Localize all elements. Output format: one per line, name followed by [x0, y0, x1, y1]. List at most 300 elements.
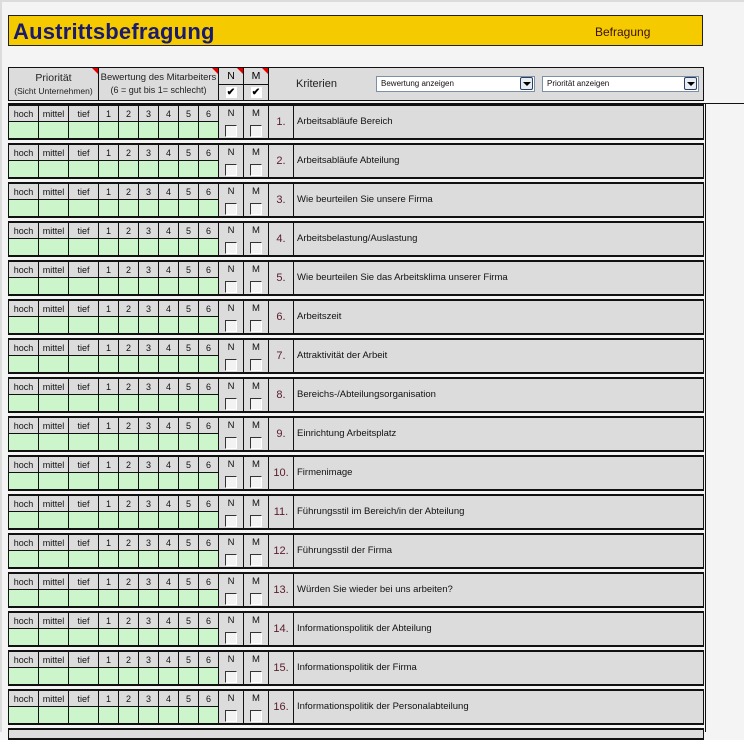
- rating-2-cell[interactable]: [119, 613, 139, 645]
- input-cell[interactable]: [199, 200, 218, 216]
- rating-6-cell[interactable]: [199, 145, 219, 177]
- rating-1-cell[interactable]: [99, 457, 119, 489]
- prio-mittel-cell[interactable]: [39, 340, 69, 372]
- input-cell[interactable]: [39, 356, 68, 372]
- rating-2-cell[interactable]: [119, 496, 139, 528]
- rating-6-cell[interactable]: [199, 223, 219, 255]
- input-cell[interactable]: [139, 278, 158, 294]
- input-cell[interactable]: [179, 161, 198, 177]
- rating-5-cell[interactable]: [179, 262, 199, 294]
- comment-indicator-icon[interactable]: [212, 68, 218, 74]
- input-cell[interactable]: [179, 629, 198, 645]
- input-cell[interactable]: [99, 356, 118, 372]
- input-cell[interactable]: [159, 395, 178, 411]
- input-cell[interactable]: [39, 434, 68, 450]
- rating-3-cell[interactable]: [139, 457, 159, 489]
- rating-6-cell[interactable]: [199, 496, 219, 528]
- rating-2-cell[interactable]: [119, 145, 139, 177]
- input-cell[interactable]: [119, 395, 138, 411]
- prio-hoch-cell[interactable]: [9, 106, 39, 138]
- rating-5-cell[interactable]: [179, 379, 199, 411]
- prio-tief-cell[interactable]: [69, 106, 99, 138]
- rating-6-cell[interactable]: [199, 106, 219, 138]
- prio-hoch-cell[interactable]: [9, 262, 39, 294]
- input-cell[interactable]: [119, 122, 138, 138]
- input-cell[interactable]: [159, 161, 178, 177]
- input-cell[interactable]: [119, 551, 138, 567]
- input-cell[interactable]: [179, 590, 198, 606]
- input-cell[interactable]: [39, 590, 68, 606]
- input-cell[interactable]: [159, 473, 178, 489]
- input-cell[interactable]: [119, 512, 138, 528]
- input-cell[interactable]: [69, 551, 98, 567]
- input-cell[interactable]: [159, 707, 178, 723]
- m-checkbox[interactable]: [250, 203, 262, 215]
- prio-mittel-cell[interactable]: [39, 379, 69, 411]
- rating-2-cell[interactable]: [119, 340, 139, 372]
- input-cell[interactable]: [9, 395, 38, 411]
- chevron-down-icon[interactable]: [520, 77, 533, 90]
- input-cell[interactable]: [159, 434, 178, 450]
- m-checkbox[interactable]: [250, 515, 262, 527]
- rating-3-cell[interactable]: [139, 574, 159, 606]
- m-all-checkbox[interactable]: ✔: [251, 87, 261, 98]
- rating-2-cell[interactable]: [119, 691, 139, 723]
- input-cell[interactable]: [69, 317, 98, 333]
- prio-hoch-cell[interactable]: [9, 691, 39, 723]
- rating-1-cell[interactable]: [99, 301, 119, 333]
- m-checkbox[interactable]: [250, 125, 262, 137]
- input-cell[interactable]: [139, 473, 158, 489]
- input-cell[interactable]: [179, 473, 198, 489]
- prio-hoch-cell[interactable]: [9, 145, 39, 177]
- rating-4-cell[interactable]: [159, 223, 179, 255]
- input-cell[interactable]: [9, 434, 38, 450]
- input-cell[interactable]: [99, 668, 118, 684]
- m-checkbox[interactable]: [250, 554, 262, 566]
- input-cell[interactable]: [119, 473, 138, 489]
- rating-5-cell[interactable]: [179, 496, 199, 528]
- prio-mittel-cell[interactable]: [39, 535, 69, 567]
- rating-6-cell[interactable]: [199, 184, 219, 216]
- m-checkbox[interactable]: [250, 671, 262, 683]
- n-checkbox[interactable]: [225, 437, 237, 449]
- input-cell[interactable]: [179, 200, 198, 216]
- prio-hoch-cell[interactable]: [9, 457, 39, 489]
- rating-1-cell[interactable]: [99, 340, 119, 372]
- input-cell[interactable]: [99, 200, 118, 216]
- input-cell[interactable]: [119, 668, 138, 684]
- input-cell[interactable]: [119, 590, 138, 606]
- input-cell[interactable]: [159, 512, 178, 528]
- input-cell[interactable]: [69, 512, 98, 528]
- n-all-checkbox[interactable]: ✔: [226, 87, 236, 98]
- input-cell[interactable]: [159, 356, 178, 372]
- m-checkbox[interactable]: [250, 710, 262, 722]
- n-checkbox[interactable]: [225, 398, 237, 410]
- rating-2-cell[interactable]: [119, 301, 139, 333]
- rating-4-cell[interactable]: [159, 106, 179, 138]
- prio-mittel-cell[interactable]: [39, 106, 69, 138]
- rating-2-cell[interactable]: [119, 184, 139, 216]
- input-cell[interactable]: [69, 161, 98, 177]
- input-cell[interactable]: [99, 161, 118, 177]
- rating-1-cell[interactable]: [99, 262, 119, 294]
- rating-5-cell[interactable]: [179, 652, 199, 684]
- input-cell[interactable]: [69, 473, 98, 489]
- rating-1-cell[interactable]: [99, 184, 119, 216]
- prio-tief-cell[interactable]: [69, 145, 99, 177]
- rating-4-cell[interactable]: [159, 652, 179, 684]
- rating-6-cell[interactable]: [199, 340, 219, 372]
- rating-3-cell[interactable]: [139, 418, 159, 450]
- rating-5-cell[interactable]: [179, 691, 199, 723]
- input-cell[interactable]: [199, 317, 218, 333]
- rating-6-cell[interactable]: [199, 457, 219, 489]
- m-checkbox[interactable]: [250, 164, 262, 176]
- n-checkbox[interactable]: [225, 554, 237, 566]
- input-cell[interactable]: [69, 707, 98, 723]
- input-cell[interactable]: [69, 668, 98, 684]
- input-cell[interactable]: [139, 200, 158, 216]
- input-cell[interactable]: [119, 707, 138, 723]
- input-cell[interactable]: [119, 278, 138, 294]
- input-cell[interactable]: [179, 434, 198, 450]
- input-cell[interactable]: [199, 590, 218, 606]
- m-checkbox[interactable]: [250, 437, 262, 449]
- input-cell[interactable]: [69, 200, 98, 216]
- comment-indicator-icon[interactable]: [262, 68, 268, 74]
- input-cell[interactable]: [9, 551, 38, 567]
- prio-mittel-cell[interactable]: [39, 691, 69, 723]
- input-cell[interactable]: [119, 317, 138, 333]
- rating-1-cell[interactable]: [99, 691, 119, 723]
- input-cell[interactable]: [99, 434, 118, 450]
- input-cell[interactable]: [9, 512, 38, 528]
- prio-tief-cell[interactable]: [69, 184, 99, 216]
- n-checkbox[interactable]: [225, 164, 237, 176]
- rating-5-cell[interactable]: [179, 613, 199, 645]
- rating-1-cell[interactable]: [99, 613, 119, 645]
- rating-4-cell[interactable]: [159, 496, 179, 528]
- prio-hoch-cell[interactable]: [9, 340, 39, 372]
- prio-tief-cell[interactable]: [69, 418, 99, 450]
- input-cell[interactable]: [39, 239, 68, 255]
- prio-tief-cell[interactable]: [69, 496, 99, 528]
- rating-6-cell[interactable]: [199, 691, 219, 723]
- n-checkbox[interactable]: [225, 710, 237, 722]
- rating-3-cell[interactable]: [139, 340, 159, 372]
- rating-1-cell[interactable]: [99, 145, 119, 177]
- input-cell[interactable]: [119, 629, 138, 645]
- prio-tief-cell[interactable]: [69, 613, 99, 645]
- rating-5-cell[interactable]: [179, 145, 199, 177]
- input-cell[interactable]: [99, 707, 118, 723]
- rating-2-cell[interactable]: [119, 262, 139, 294]
- input-cell[interactable]: [199, 629, 218, 645]
- input-cell[interactable]: [119, 200, 138, 216]
- n-checkbox[interactable]: [225, 671, 237, 683]
- input-cell[interactable]: [9, 668, 38, 684]
- input-cell[interactable]: [159, 278, 178, 294]
- rating-1-cell[interactable]: [99, 652, 119, 684]
- input-cell[interactable]: [139, 434, 158, 450]
- input-cell[interactable]: [159, 551, 178, 567]
- input-cell[interactable]: [179, 317, 198, 333]
- input-cell[interactable]: [139, 122, 158, 138]
- input-cell[interactable]: [199, 707, 218, 723]
- rating-1-cell[interactable]: [99, 418, 119, 450]
- input-cell[interactable]: [9, 122, 38, 138]
- input-cell[interactable]: [179, 356, 198, 372]
- input-cell[interactable]: [99, 629, 118, 645]
- rating-3-cell[interactable]: [139, 496, 159, 528]
- input-cell[interactable]: [99, 317, 118, 333]
- input-cell[interactable]: [9, 590, 38, 606]
- rating-4-cell[interactable]: [159, 379, 179, 411]
- rating-3-cell[interactable]: [139, 652, 159, 684]
- prio-tief-cell[interactable]: [69, 652, 99, 684]
- input-cell[interactable]: [179, 395, 198, 411]
- rating-3-cell[interactable]: [139, 145, 159, 177]
- rating-6-cell[interactable]: [199, 418, 219, 450]
- input-cell[interactable]: [69, 239, 98, 255]
- input-cell[interactable]: [9, 317, 38, 333]
- rating-3-cell[interactable]: [139, 106, 159, 138]
- prio-mittel-cell[interactable]: [39, 145, 69, 177]
- rating-4-cell[interactable]: [159, 691, 179, 723]
- input-cell[interactable]: [179, 668, 198, 684]
- rating-2-cell[interactable]: [119, 223, 139, 255]
- input-cell[interactable]: [99, 551, 118, 567]
- rating-5-cell[interactable]: [179, 418, 199, 450]
- m-checkbox[interactable]: [250, 359, 262, 371]
- input-cell[interactable]: [139, 512, 158, 528]
- rating-6-cell[interactable]: [199, 574, 219, 606]
- input-cell[interactable]: [99, 590, 118, 606]
- input-cell[interactable]: [99, 395, 118, 411]
- input-cell[interactable]: [99, 512, 118, 528]
- prio-hoch-cell[interactable]: [9, 535, 39, 567]
- prio-tief-cell[interactable]: [69, 691, 99, 723]
- input-cell[interactable]: [199, 395, 218, 411]
- n-checkbox[interactable]: [225, 632, 237, 644]
- prio-hoch-cell[interactable]: [9, 379, 39, 411]
- input-cell[interactable]: [9, 278, 38, 294]
- input-cell[interactable]: [39, 395, 68, 411]
- input-cell[interactable]: [139, 161, 158, 177]
- input-cell[interactable]: [9, 629, 38, 645]
- input-cell[interactable]: [199, 668, 218, 684]
- input-cell[interactable]: [199, 434, 218, 450]
- input-cell[interactable]: [139, 551, 158, 567]
- rating-6-cell[interactable]: [199, 535, 219, 567]
- rating-4-cell[interactable]: [159, 262, 179, 294]
- input-cell[interactable]: [99, 122, 118, 138]
- prio-tief-cell[interactable]: [69, 223, 99, 255]
- input-cell[interactable]: [199, 122, 218, 138]
- rating-5-cell[interactable]: [179, 457, 199, 489]
- input-cell[interactable]: [159, 668, 178, 684]
- input-cell[interactable]: [139, 707, 158, 723]
- prio-mittel-cell[interactable]: [39, 652, 69, 684]
- input-cell[interactable]: [69, 434, 98, 450]
- m-checkbox[interactable]: [250, 242, 262, 254]
- m-checkbox[interactable]: [250, 281, 262, 293]
- input-cell[interactable]: [69, 395, 98, 411]
- input-cell[interactable]: [39, 512, 68, 528]
- input-cell[interactable]: [9, 200, 38, 216]
- rating-5-cell[interactable]: [179, 574, 199, 606]
- rating-5-cell[interactable]: [179, 184, 199, 216]
- prioritaet-dropdown[interactable]: [542, 76, 699, 92]
- input-cell[interactable]: [9, 707, 38, 723]
- prio-hoch-cell[interactable]: [9, 418, 39, 450]
- rating-3-cell[interactable]: [139, 613, 159, 645]
- rating-1-cell[interactable]: [99, 496, 119, 528]
- input-cell[interactable]: [39, 551, 68, 567]
- rating-3-cell[interactable]: [139, 691, 159, 723]
- input-cell[interactable]: [139, 239, 158, 255]
- n-checkbox[interactable]: [225, 242, 237, 254]
- n-checkbox[interactable]: [225, 476, 237, 488]
- comment-indicator-icon[interactable]: [237, 68, 243, 74]
- rating-3-cell[interactable]: [139, 223, 159, 255]
- prio-tief-cell[interactable]: [69, 457, 99, 489]
- input-cell[interactable]: [119, 434, 138, 450]
- input-cell[interactable]: [39, 473, 68, 489]
- input-cell[interactable]: [159, 200, 178, 216]
- input-cell[interactable]: [179, 239, 198, 255]
- input-cell[interactable]: [9, 161, 38, 177]
- input-cell[interactable]: [179, 512, 198, 528]
- rating-4-cell[interactable]: [159, 574, 179, 606]
- input-cell[interactable]: [39, 200, 68, 216]
- n-checkbox[interactable]: [225, 515, 237, 527]
- prio-mittel-cell[interactable]: [39, 496, 69, 528]
- m-checkbox[interactable]: [250, 398, 262, 410]
- prio-mittel-cell[interactable]: [39, 301, 69, 333]
- rating-1-cell[interactable]: [99, 535, 119, 567]
- input-cell[interactable]: [139, 395, 158, 411]
- input-cell[interactable]: [199, 278, 218, 294]
- rating-4-cell[interactable]: [159, 613, 179, 645]
- rating-4-cell[interactable]: [159, 535, 179, 567]
- input-cell[interactable]: [179, 707, 198, 723]
- rating-5-cell[interactable]: [179, 340, 199, 372]
- rating-4-cell[interactable]: [159, 457, 179, 489]
- input-cell[interactable]: [9, 356, 38, 372]
- rating-2-cell[interactable]: [119, 418, 139, 450]
- prio-mittel-cell[interactable]: [39, 574, 69, 606]
- input-cell[interactable]: [39, 707, 68, 723]
- input-cell[interactable]: [69, 356, 98, 372]
- rating-3-cell[interactable]: [139, 262, 159, 294]
- input-cell[interactable]: [159, 590, 178, 606]
- prio-tief-cell[interactable]: [69, 535, 99, 567]
- input-cell[interactable]: [199, 161, 218, 177]
- input-cell[interactable]: [99, 239, 118, 255]
- m-checkbox[interactable]: [250, 632, 262, 644]
- input-cell[interactable]: [39, 317, 68, 333]
- input-cell[interactable]: [139, 629, 158, 645]
- rating-2-cell[interactable]: [119, 652, 139, 684]
- input-cell[interactable]: [99, 278, 118, 294]
- rating-1-cell[interactable]: [99, 379, 119, 411]
- input-cell[interactable]: [199, 356, 218, 372]
- input-cell[interactable]: [69, 590, 98, 606]
- input-cell[interactable]: [69, 629, 98, 645]
- rating-1-cell[interactable]: [99, 223, 119, 255]
- input-cell[interactable]: [119, 239, 138, 255]
- input-cell[interactable]: [39, 161, 68, 177]
- rating-2-cell[interactable]: [119, 379, 139, 411]
- input-cell[interactable]: [99, 473, 118, 489]
- prio-mittel-cell[interactable]: [39, 457, 69, 489]
- prio-mittel-cell[interactable]: [39, 223, 69, 255]
- rating-2-cell[interactable]: [119, 457, 139, 489]
- rating-2-cell[interactable]: [119, 106, 139, 138]
- input-cell[interactable]: [159, 239, 178, 255]
- rating-3-cell[interactable]: [139, 184, 159, 216]
- input-cell[interactable]: [69, 278, 98, 294]
- input-cell[interactable]: [179, 122, 198, 138]
- n-checkbox[interactable]: [225, 125, 237, 137]
- rating-3-cell[interactable]: [139, 535, 159, 567]
- input-cell[interactable]: [139, 590, 158, 606]
- input-cell[interactable]: [179, 551, 198, 567]
- input-cell[interactable]: [39, 668, 68, 684]
- prio-tief-cell[interactable]: [69, 379, 99, 411]
- input-cell[interactable]: [199, 551, 218, 567]
- input-cell[interactable]: [199, 473, 218, 489]
- rating-5-cell[interactable]: [179, 535, 199, 567]
- prio-mittel-cell[interactable]: [39, 613, 69, 645]
- input-cell[interactable]: [159, 317, 178, 333]
- input-cell[interactable]: [199, 512, 218, 528]
- input-cell[interactable]: [39, 122, 68, 138]
- prio-tief-cell[interactable]: [69, 574, 99, 606]
- input-cell[interactable]: [179, 278, 198, 294]
- rating-4-cell[interactable]: [159, 184, 179, 216]
- rating-6-cell[interactable]: [199, 652, 219, 684]
- rating-6-cell[interactable]: [199, 262, 219, 294]
- input-cell[interactable]: [139, 356, 158, 372]
- rating-6-cell[interactable]: [199, 301, 219, 333]
- rating-5-cell[interactable]: [179, 301, 199, 333]
- rating-5-cell[interactable]: [179, 223, 199, 255]
- rating-5-cell[interactable]: [179, 106, 199, 138]
- input-cell[interactable]: [159, 122, 178, 138]
- prio-mittel-cell[interactable]: [39, 418, 69, 450]
- rating-4-cell[interactable]: [159, 340, 179, 372]
- m-checkbox[interactable]: [250, 476, 262, 488]
- rating-4-cell[interactable]: [159, 301, 179, 333]
- input-cell[interactable]: [39, 278, 68, 294]
- n-checkbox[interactable]: [225, 320, 237, 332]
- rating-3-cell[interactable]: [139, 379, 159, 411]
- prio-hoch-cell[interactable]: [9, 496, 39, 528]
- input-cell[interactable]: [9, 473, 38, 489]
- prio-hoch-cell[interactable]: [9, 184, 39, 216]
- prio-tief-cell[interactable]: [69, 340, 99, 372]
- chevron-down-icon[interactable]: [684, 77, 697, 90]
- comment-indicator-icon[interactable]: [92, 68, 98, 74]
- input-cell[interactable]: [159, 629, 178, 645]
- prio-hoch-cell[interactable]: [9, 613, 39, 645]
- rating-6-cell[interactable]: [199, 379, 219, 411]
- rating-2-cell[interactable]: [119, 535, 139, 567]
